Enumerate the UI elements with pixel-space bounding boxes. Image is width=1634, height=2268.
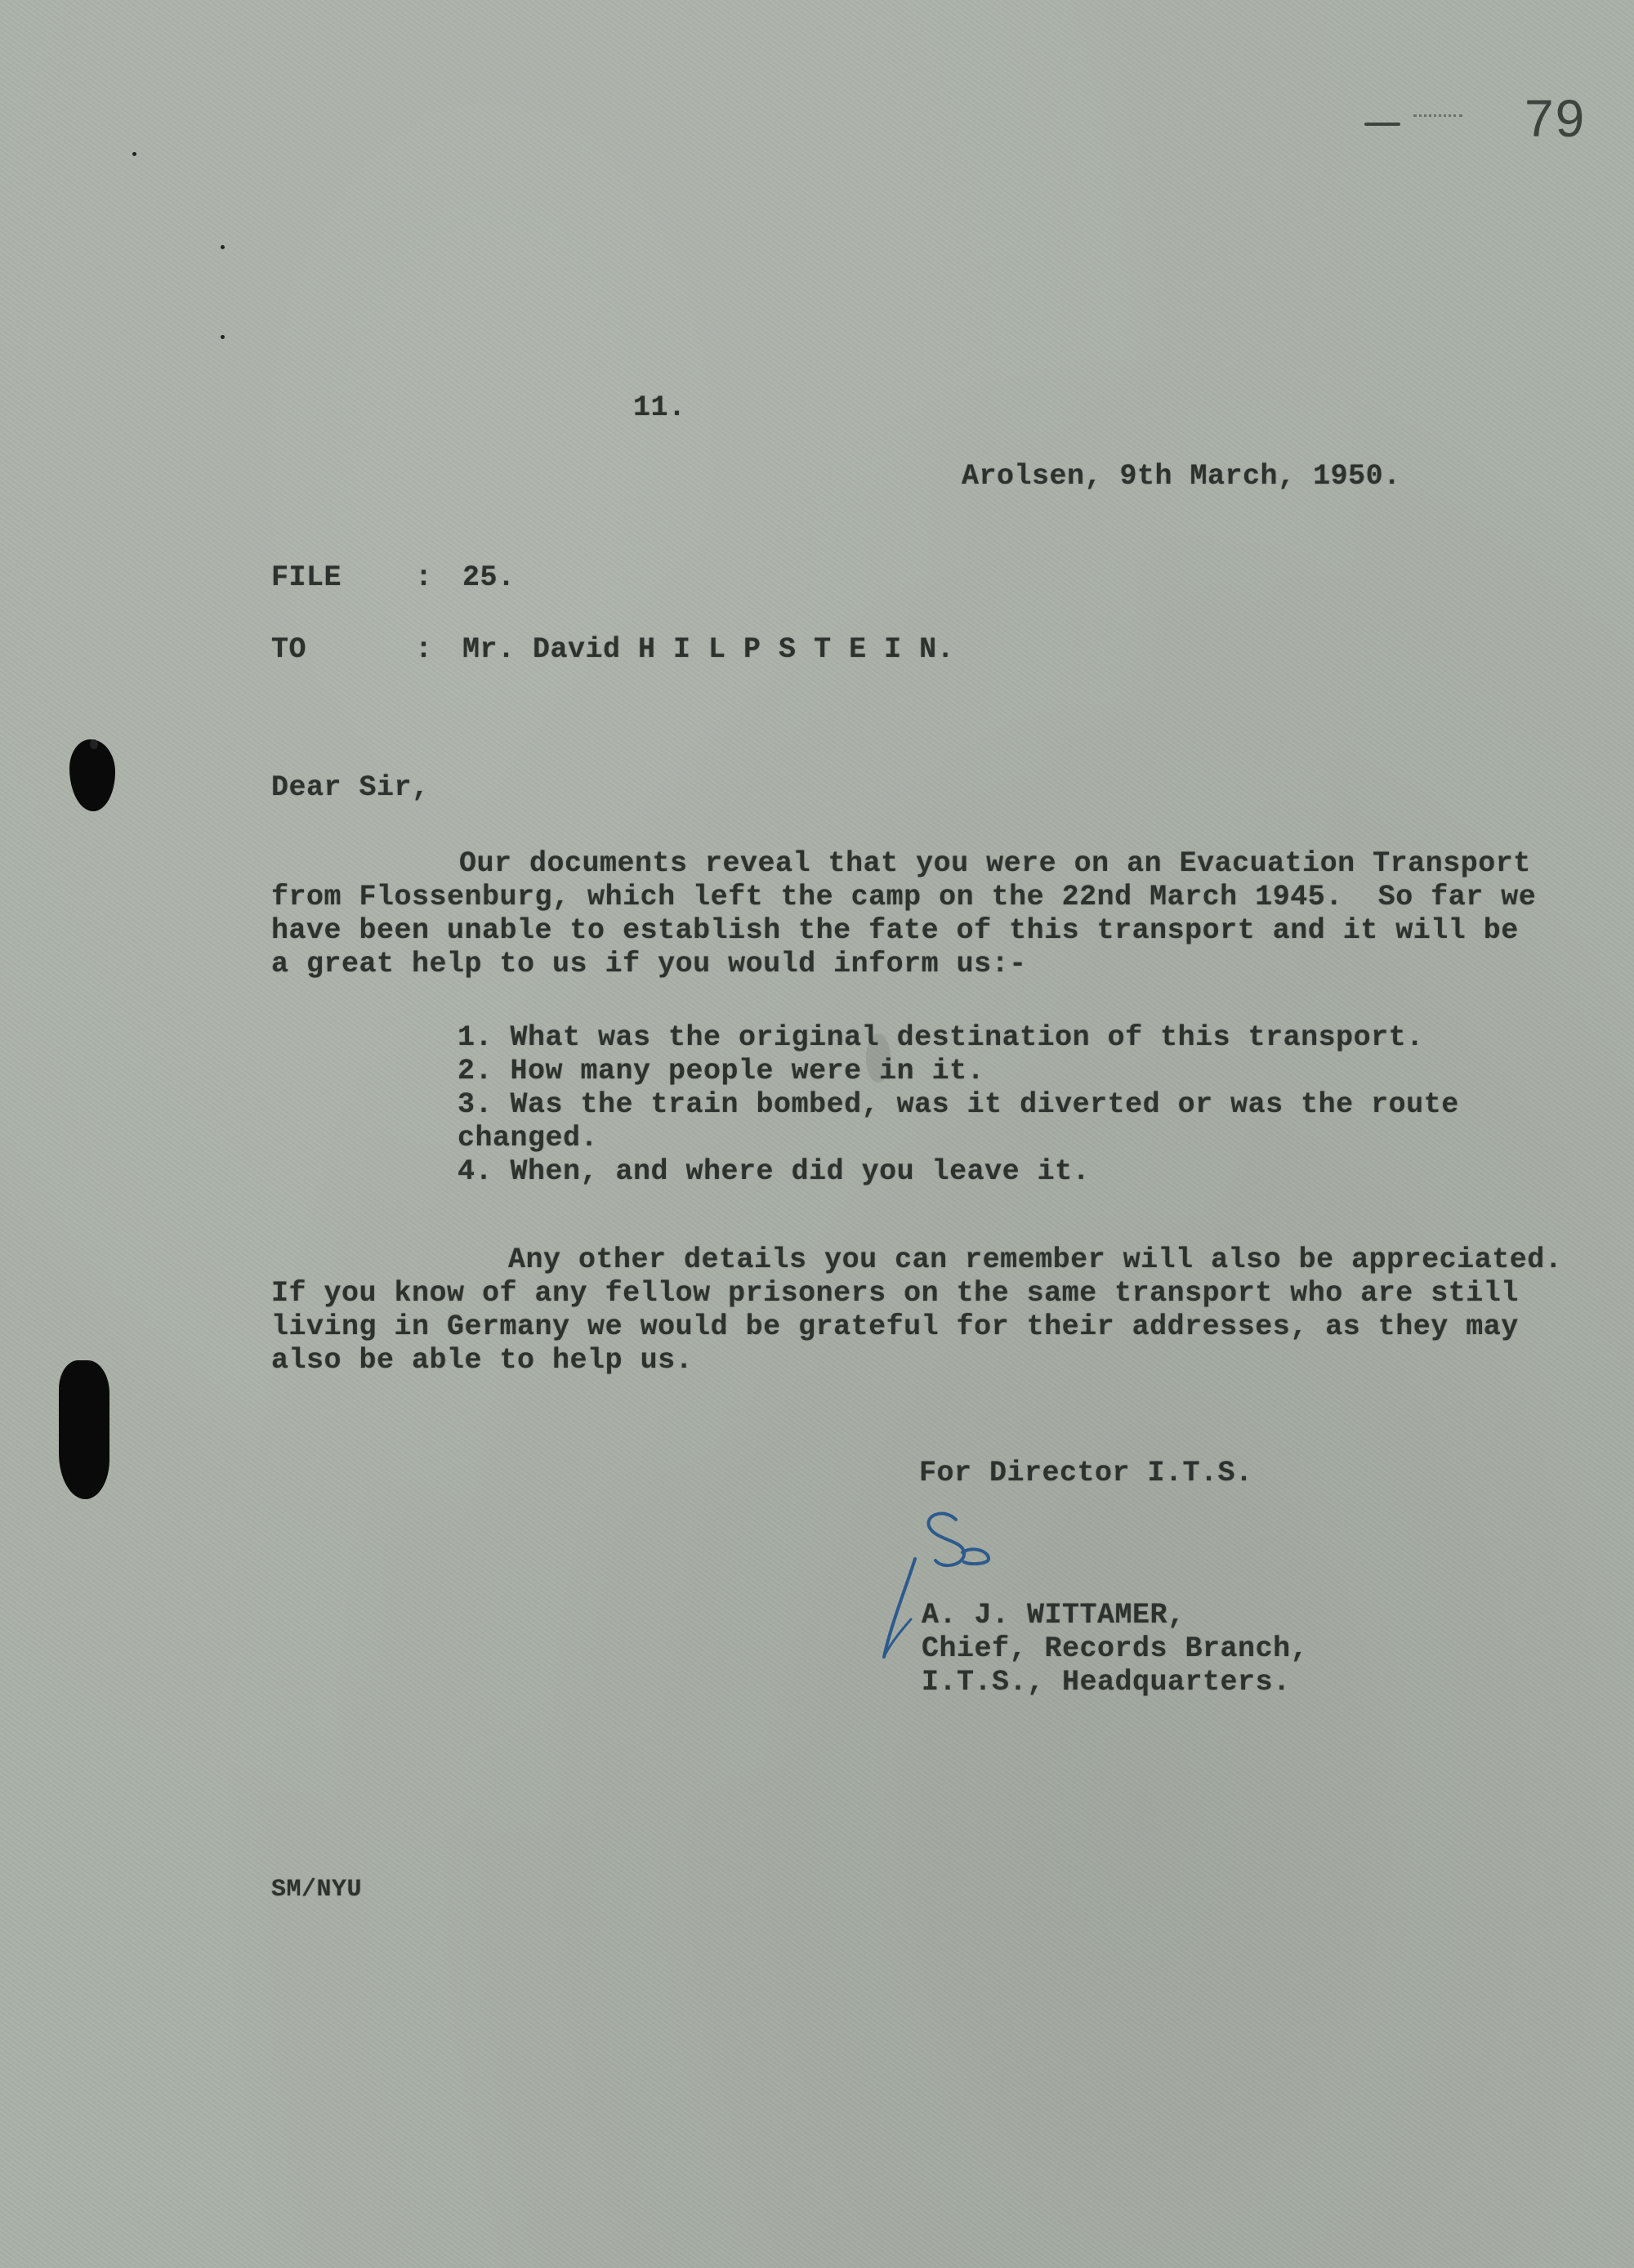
paragraph-2 <box>271 1243 1562 1377</box>
paragraph-1 <box>271 847 1536 981</box>
question-item: 4. When, and where did you leave it. <box>458 1155 1091 1188</box>
paragraph-1-line: Our documents reveal that you were on an Evacuation Transport <box>459 847 1531 880</box>
file-label: FILE <box>271 561 342 594</box>
folio-mark <box>1364 123 1400 126</box>
speck <box>221 245 225 249</box>
speck <box>132 152 136 156</box>
folio-mark-dots <box>1413 114 1462 128</box>
to-separator: : <box>415 633 433 666</box>
paragraph-2-line: Any other details you can remember will also be appreciated. <box>508 1243 1563 1276</box>
paragraph-1-line: a great help to us if you would inform us:- <box>271 948 1027 980</box>
speck <box>90 739 98 749</box>
signatory-name: A. J. WITTAMER, <box>922 1599 1185 1632</box>
punch-hole-bottom <box>59 1360 109 1499</box>
place-date: Arolsen, 9th March, 1950. <box>962 460 1401 493</box>
question-item: 3. Was the train bombed, was it diverted or was the route <box>458 1088 1459 1121</box>
file-value: 25. <box>462 561 516 594</box>
file-separator: : <box>415 561 433 594</box>
paragraph-1-line: have been unable to establish the fate of this transport and it will be <box>271 914 1519 947</box>
paragraph-2-line: living in Germany we would be grateful for their addresses, as they may <box>271 1310 1519 1343</box>
letter-number: 11. <box>633 391 686 424</box>
paragraph-2-line: If you know of any fellow prisoners on the same transport who are still <box>271 1277 1519 1310</box>
signatory-title: Chief, Records Branch, <box>922 1632 1309 1665</box>
question-item: changed. <box>458 1122 599 1154</box>
salutation: Dear Sir, <box>271 771 430 804</box>
question-item: 1. What was the original destination of this transport. <box>458 1021 1424 1054</box>
speck <box>221 335 225 339</box>
to-value: Mr. David H I L P S T E I N. <box>462 633 955 666</box>
paragraph-2-line: also be able to help us. <box>271 1344 694 1377</box>
punch-hole-top <box>69 739 115 811</box>
folio-number: 79 <box>1525 89 1587 148</box>
question-item: 2. How many people were in it. <box>458 1055 985 1087</box>
reference-initials: SM/NYU <box>271 1876 363 1904</box>
paragraph-1-line: from Flossenburg, which left the camp on the 22nd March 1945. So far we <box>271 881 1537 913</box>
signature-block <box>922 1599 1308 1699</box>
signoff: For Director I.T.S. <box>919 1457 1253 1489</box>
signatory-office: I.T.S., Headquarters. <box>922 1666 1291 1699</box>
questions-list <box>458 1021 1459 1189</box>
to-label: TO <box>271 633 307 666</box>
